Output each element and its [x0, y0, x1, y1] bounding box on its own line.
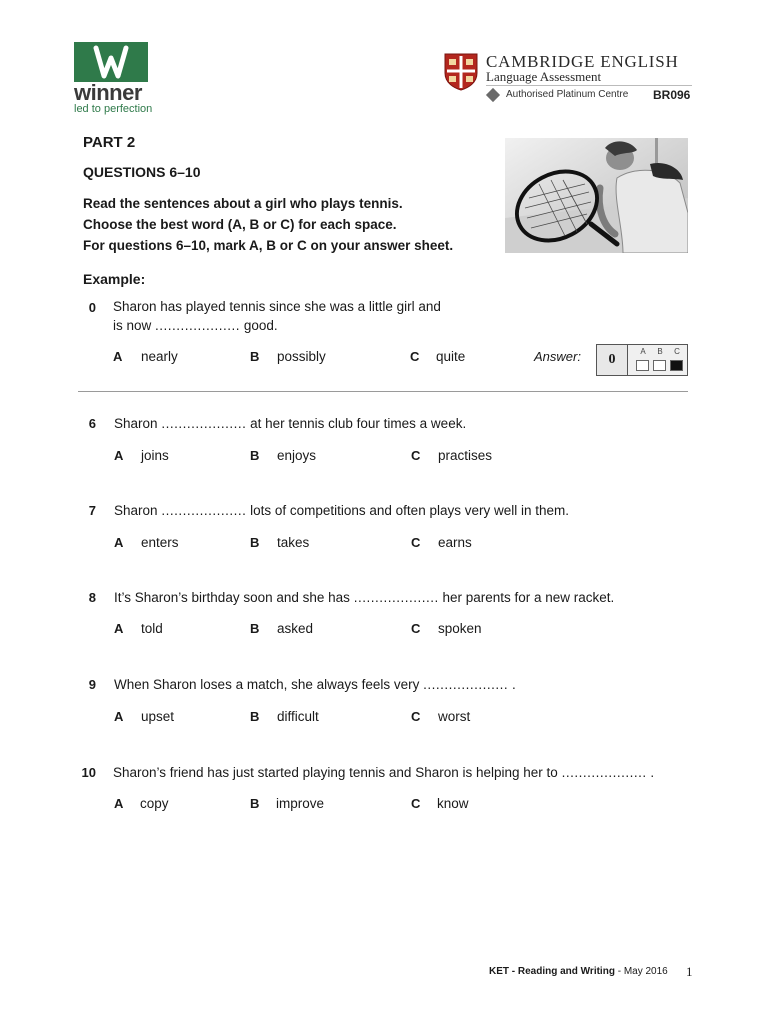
option-letter: A: [114, 448, 124, 463]
tennis-player-photo: [505, 138, 688, 253]
option-text: quite: [436, 349, 466, 364]
question-text: Sharon’s friend has just started playing tennis and Sharon is helping her to .................... .: [113, 765, 655, 780]
centre-code: BR096: [653, 88, 691, 102]
option-letter: B: [250, 621, 260, 636]
option-letter: A: [114, 621, 124, 636]
answer-letter: C: [674, 347, 680, 356]
answer-letter: A: [640, 347, 646, 356]
cambridge-shield-icon: [444, 53, 478, 91]
option-text: takes: [277, 535, 310, 550]
option-text: nearly: [141, 349, 178, 364]
question-number: 9: [88, 677, 96, 692]
instruction-line: For questions 6–10, mark A, B or C on your answer sheet.: [83, 238, 454, 253]
footer-exam: KET - Reading and Writing: [489, 966, 615, 977]
example-label: Example:: [83, 271, 146, 287]
answer-label: Answer:: [534, 349, 581, 364]
option-letter: A: [114, 709, 124, 724]
diamond-icon: [486, 88, 500, 102]
option-letter: C: [410, 349, 420, 364]
option-text: earns: [438, 535, 472, 550]
option-letter: C: [411, 621, 421, 636]
cambridge-header: [442, 50, 697, 108]
option-text: asked: [277, 621, 314, 636]
blank: ....................: [161, 416, 247, 431]
cambridge-subtitle: Language Assessment: [486, 69, 602, 84]
winner-wordmark: winner: [74, 80, 142, 105]
option-letter: B: [250, 448, 260, 463]
winner-tagline: led to perfection: [74, 103, 153, 115]
example-text-line2: is now .................... good.: [113, 318, 278, 333]
question-text: Sharon .................... lots of competitions and often plays very well in them.: [114, 503, 569, 518]
blank: ....................: [155, 318, 241, 333]
option-text: spoken: [438, 621, 482, 636]
question-number: 10: [81, 765, 96, 780]
option-letter: B: [250, 709, 260, 724]
option-letter: B: [250, 349, 260, 364]
question-text: When Sharon loses a match, she always feels very .................... .: [114, 677, 516, 692]
page-number: 1: [686, 964, 693, 979]
answer-sheet-sample: [596, 344, 688, 376]
option-letter: C: [411, 535, 421, 550]
option-letter: A: [113, 349, 123, 364]
winner-w-mark: [74, 42, 148, 82]
cambridge-rule: [486, 85, 692, 86]
instruction-line: Choose the best word (A, B or C) for each space.: [83, 217, 397, 232]
option-text: improve: [276, 796, 325, 811]
option-text: enters: [141, 535, 179, 550]
answer-cell-a: [636, 360, 649, 371]
option-letter: A: [114, 796, 124, 811]
example-text-line1: Sharon has played tennis since she was a little girl and: [113, 299, 441, 314]
option-text: enjoys: [277, 448, 317, 463]
option-text: joins: [141, 448, 169, 463]
blank: ....................: [561, 765, 647, 780]
question-text: It’s Sharon’s birthday soon and she has .................... her parents for a new racket.: [114, 590, 615, 605]
option-text: upset: [141, 709, 175, 724]
blank: ....................: [161, 503, 247, 518]
centre-label: Authorised Platinum Centre: [506, 89, 629, 100]
answer-cell-b: [653, 360, 666, 371]
option-letter: C: [411, 448, 421, 463]
example-number: 0: [88, 300, 96, 315]
part-heading: PART 2: [83, 134, 136, 151]
answer-letter: B: [657, 347, 663, 356]
instruction-line: Read the sentences about a girl who plays tennis.: [83, 196, 403, 211]
option-letter: A: [114, 535, 124, 550]
option-text: worst: [438, 709, 471, 724]
answer-sheet-number: 0: [597, 345, 628, 375]
option-letter: B: [250, 796, 260, 811]
question-number: 6: [88, 416, 96, 431]
option-text: copy: [140, 796, 169, 811]
blank: ....................: [423, 677, 509, 692]
answer-cell-c-marked: [670, 360, 683, 371]
blank: ....................: [353, 590, 439, 605]
option-text: told: [141, 621, 163, 636]
page-footer: [489, 966, 668, 977]
option-text: practises: [438, 448, 493, 463]
option-letter: B: [250, 535, 260, 550]
option-text: possibly: [277, 349, 326, 364]
option-text: difficult: [277, 709, 319, 724]
question-number: 8: [88, 590, 96, 605]
cambridge-title: CAMBRIDGE ENGLISH: [486, 52, 679, 71]
question-number: 7: [88, 503, 96, 518]
divider: [78, 391, 688, 392]
option-letter: C: [411, 709, 421, 724]
option-text: know: [437, 796, 469, 811]
questions-range: QUESTIONS 6–10: [83, 164, 201, 180]
option-letter: C: [411, 796, 421, 811]
question-text: Sharon .................... at her tennis club four times a week.: [114, 416, 467, 431]
footer-date: - May 2016: [617, 966, 668, 977]
winner-logo: [74, 42, 154, 114]
